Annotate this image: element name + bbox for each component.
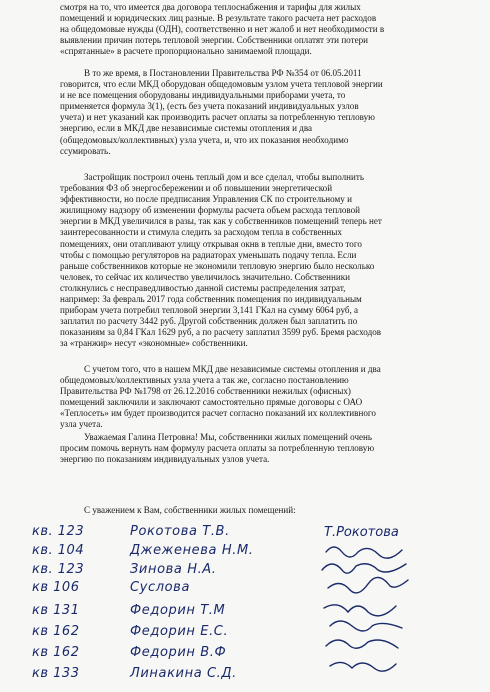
signature-row bbox=[32, 562, 332, 582]
apartment-number: кв 106 bbox=[32, 580, 80, 595]
apartment-number: кв 162 bbox=[32, 624, 80, 639]
text-line: человек, то сейчас их количество увеличилось значительно. Собственники bbox=[60, 271, 351, 282]
text-line: например: За февраль 2017 года собственник помещения по индивидуальным bbox=[60, 294, 362, 305]
text-line: чтобы с помощью регуляторов на радиаторах уменьшать подачу тепла. Если bbox=[60, 249, 357, 260]
signature-row bbox=[32, 580, 332, 600]
apartment-number: кв 162 bbox=[32, 645, 80, 660]
signature-row bbox=[32, 524, 332, 544]
signature-stroke bbox=[330, 621, 402, 631]
text-line: заплатил по расчету 3442 руб. Другой собственник должен был заплатить по bbox=[60, 316, 358, 327]
text-line: общедомовых/коллективных узла учета а так же, согласно постановлению bbox=[60, 375, 349, 386]
text-line: требования ФЗ об энергосбережении и об повышении энергетической bbox=[60, 183, 333, 194]
signature-stroke bbox=[328, 577, 408, 592]
text-line: (общедомовых/коллективных) узла учета, и, что их показания необходимо bbox=[60, 134, 349, 145]
paragraph-closing bbox=[60, 505, 452, 516]
signature-row bbox=[32, 624, 332, 644]
signature-stroke bbox=[322, 564, 406, 573]
apartment-number: кв. 104 bbox=[32, 543, 85, 558]
text-line: помещениях, они отапливают улицу открывая окнв в теплые дни, вместо того bbox=[60, 238, 362, 249]
text-line: «спрятанные» в расчете пропорционально занимаемой площади. bbox=[60, 46, 312, 57]
signature-stroke bbox=[326, 640, 398, 648]
signature-row bbox=[32, 645, 332, 665]
text-line: «Теплосеть» им будет производится расчет согласно показаний их коллективного bbox=[60, 408, 376, 419]
text-line: на общедомовые нужды (ОДН), соответственно и нет жалоб и нет необходимости в bbox=[60, 24, 385, 35]
handwritten-header: Т.Рокотова bbox=[324, 525, 399, 540]
text-line: за «транжир» несут «экономные» собственники. bbox=[60, 338, 248, 349]
text-line: ссумировать. bbox=[60, 145, 111, 156]
text-line: учета) и нет указаний как производить расчет оплаты за потребленную тепловую bbox=[60, 112, 375, 123]
text-line: энергии в МКД увеличился в разы, так как у собственников помещений теперь нет bbox=[60, 216, 382, 227]
signature-stroke bbox=[326, 547, 402, 558]
signature-row bbox=[32, 603, 332, 623]
apartment-number: кв 133 bbox=[32, 666, 80, 681]
text-line: раньше собственников которые не экономили тепловую энергию было несколько bbox=[60, 260, 375, 271]
text-line: эффективности, но после предписания Управления СК по строительному и bbox=[60, 194, 352, 205]
paragraph-developer bbox=[60, 172, 452, 350]
owner-name: Рокотова Т.В. bbox=[130, 524, 230, 539]
text-line: помещений и юридических лиц разные. В результате такого расчета нет расходов bbox=[60, 13, 377, 24]
apartment-number: кв. 123 bbox=[32, 524, 85, 539]
signature-row bbox=[32, 666, 332, 686]
owner-name: Линакина С.Д. bbox=[130, 666, 237, 681]
paragraph-request bbox=[60, 432, 452, 465]
text-line: Застройщик построил очень теплый дом и все сделал, чтобы выполнить bbox=[84, 172, 365, 182]
text-line: энергию, если в МКД две независимые системы отопления и два bbox=[60, 123, 313, 134]
text-line: В то же время, в Постановлении Правительства РФ №354 от 06.05.2011 bbox=[84, 68, 362, 78]
signature-stroke bbox=[324, 605, 396, 616]
handwritten-signatures bbox=[316, 522, 456, 682]
text-line: смотря на то, что имеется два договора теплоснабжения и тарифы для жилых bbox=[60, 2, 361, 12]
paragraph-continuation bbox=[60, 2, 452, 57]
apartment-number: кв 131 bbox=[32, 603, 80, 618]
text-line: выявлении причин потерь тепловой энергии. Собственники оплатят эти потери bbox=[60, 35, 369, 46]
text-line: С уважением к Вам, собственники жилых помещений: bbox=[84, 505, 296, 515]
owner-name: Федорин В.Ф bbox=[130, 645, 227, 660]
owner-name: Федорин Т.М bbox=[130, 603, 226, 618]
text-line: применяется формула 3(1), (есть без учета показаний индивидуальных узлов bbox=[60, 101, 359, 112]
paragraph-resolution bbox=[60, 68, 452, 157]
text-line: жилищному надзору об изменении формулы расчета объем расхода тепловой bbox=[60, 205, 361, 216]
text-line: приборам учета потребил тепловой энергии 3,141 ГКал на сумму 6064 руб, а bbox=[60, 305, 359, 316]
text-line: помещений заключили и заключают самостоятельно прямые договоры с ОАО bbox=[60, 397, 363, 408]
text-line: энергию по показаниям индивидуальных узлов учета. bbox=[60, 454, 270, 465]
owner-name: Суслова bbox=[130, 580, 191, 595]
owner-name: Федорин Е.С. bbox=[130, 624, 229, 639]
text-line: столкнулись с несправедливостью данной системы распределения затрат, bbox=[60, 282, 346, 293]
owner-name: Зинова Н.А. bbox=[130, 562, 217, 577]
apartment-number: кв. 123 bbox=[32, 562, 85, 577]
text-line: заинтересованности и стимула следить за расходом тепла в собственных bbox=[60, 227, 342, 238]
paragraph-since bbox=[60, 364, 452, 431]
owner-name: Джеженева Н.М. bbox=[130, 543, 254, 558]
text-line: и не все помещения оборудованы индивидуальными приборами учета, то bbox=[60, 90, 346, 101]
signature-stroke bbox=[330, 662, 396, 671]
text-line: говорится, что если МКД оборудован общедомовым узлом учета тепловой энергии bbox=[60, 79, 383, 90]
text-line: Уважаемая Галина Петровна! Мы, собственники жилых помещений очень bbox=[84, 432, 373, 442]
text-line: узла учета. bbox=[60, 419, 103, 430]
signature-row bbox=[32, 543, 332, 563]
text-line: показаниям за 0,84 ГКал 1629 руб, а по расчету заплатил 3599 руб. Бремя расходов bbox=[60, 327, 382, 338]
text-line: просим помочь вернуть нам формулу расчета оплаты за потребленную тепловую bbox=[60, 443, 375, 454]
text-line: Правительства РФ №1798 от 26.12.2016 собственники нежилых (офисных) bbox=[60, 386, 351, 397]
text-line: С учетом того, что в нашем МКД две независимые системы отопления и два bbox=[84, 364, 381, 374]
